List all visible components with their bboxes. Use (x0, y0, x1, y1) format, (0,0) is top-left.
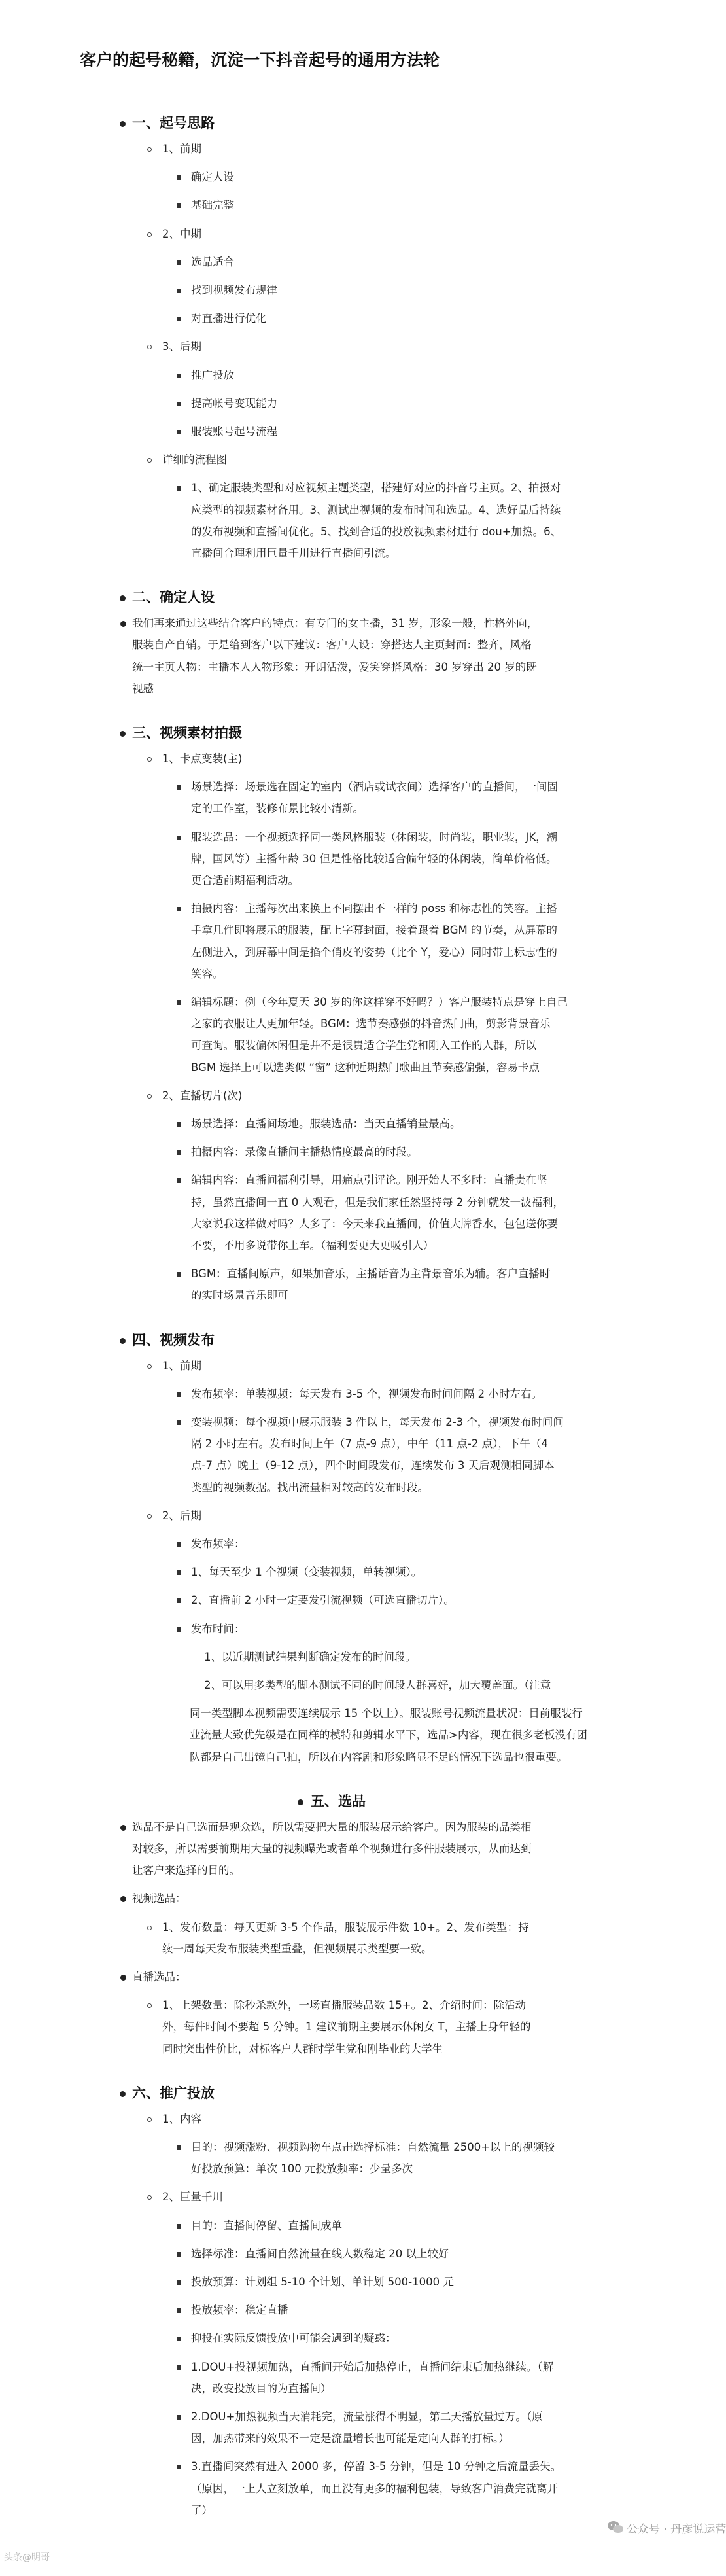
list-bullet-hollow (147, 1094, 152, 1099)
list-item-text: 的发布视频和直播间优化。5、找到合适的投放视频素材进行 dou+加热。6、 (191, 525, 562, 538)
list-bullet (120, 621, 126, 627)
list-item-text: 发布时间： (191, 1622, 245, 1635)
section-bullet (120, 595, 126, 601)
list-bullet-hollow (147, 2117, 152, 2122)
list-bullet (177, 1000, 181, 1005)
list-subheading: 2、中期 (162, 227, 201, 240)
list-bullet (177, 289, 181, 293)
list-item-text: 类型的视频数据。找出流量相对较高的发布时段。 (191, 1481, 428, 1494)
list-item-text: 应类型的视频素材备用。3、测试出视频的发布时间和选品。4、选好品后持续 (191, 503, 561, 516)
list-item-text: 对直播进行优化 (191, 312, 267, 325)
list-item-text: 因，加热带来的效果不一定是流量增长也可能是定向人群的打标。） (191, 2432, 510, 2445)
list-bullet (177, 2337, 181, 2341)
list-bullet (177, 317, 181, 321)
list-subheading: 1、前期 (162, 1359, 201, 1372)
list-bullet (177, 402, 181, 406)
list-item-text: 的实时场景音乐即可 (191, 1289, 288, 1302)
list-item-text: 1、以近期测试结果判断确定发布的时间段。 (204, 1650, 416, 1663)
list-bullet (177, 2365, 181, 2370)
list-bullet (177, 2145, 181, 2150)
list-bullet (177, 1150, 181, 1155)
list-subheading: 2、直播切片(次) (162, 1089, 243, 1102)
list-subheading: 详细的流程图 (162, 453, 227, 467)
list-subheading: 1、卡点变装(主) (162, 752, 243, 765)
list-item-text: 直播选品： (132, 1971, 186, 1983)
list-item-text: 业流量大致优先级是在同样的模特和剪辑水平下，选品>内容，现在很多老板没有团 (190, 1729, 587, 1742)
list-bullet (177, 785, 181, 790)
list-bullet-hollow (147, 1926, 152, 1930)
list-bullet (177, 2252, 181, 2257)
list-bullet (177, 1122, 181, 1127)
list-bullet-hollow (147, 232, 152, 237)
list-bullet (177, 1542, 181, 1547)
list-item-text: 点-7 点）晚上（9-12 点），四个时间段发布，连续发布 3 天后观测相同脚本 (191, 1459, 555, 1472)
list-item-text: 投放频率：稳定直播 (191, 2304, 288, 2317)
list-item-text: 投放预算：计划组 5-10 个计划、单计划 500-1000 元 (191, 2276, 454, 2288)
list-item-text: 编辑内容：直播间福利引导，用痛点引评论。刚开始人不多时：直播贵在坚 (191, 1174, 547, 1187)
list-subheading: 2、后期 (162, 1509, 201, 1522)
list-item-text: 2.DOU+加热视频当天消耗完，流量涨得不明显，第二天播放量过万。（原 (191, 2410, 543, 2423)
list-item-text: 之家的衣服让人更加年轻。BGM：选节奏感强的抖音热门曲，剪影背景音乐 (191, 1017, 551, 1031)
section-bullet (120, 1338, 126, 1344)
section-heading: 三、视频素材拍摄 (132, 725, 242, 741)
list-item-text: 1、每天至少 1 个视频（变装视频，单转视频）。 (191, 1566, 423, 1579)
list-item-text: 服装选品：一个视频选择同一类风格服装（休闲装，时尚装，职业装，JK，潮 (191, 830, 558, 843)
section-heading: 五、选品 (311, 1793, 366, 1809)
list-bullet-hollow (147, 147, 152, 152)
list-item-text: 拍摄内容：主播每次出来换上不同摆出不一样的 poss 和标志性的笑容。主播 (191, 902, 557, 915)
list-item-text: 持，虽然直播间一直 0 人观看，但是我们家任然坚持每 2 分钟就发一波福利， (191, 1195, 564, 1209)
list-item-text: 推广投放 (191, 368, 234, 381)
list-item-text: 左侧进入，到屏幕中间是掐个俏皮的姿势（比个 Y，爱心）同时带上标志性的 (191, 945, 557, 959)
list-bullet (177, 2415, 181, 2420)
list-item-text: 统一主页人物：主播本人人物形象：开朗活泼，爱笑穿搭风格：30 岁穿出 20 岁的既 (132, 660, 537, 673)
list-item-text: 外，每件时间不要超 5 分钟。1 建议前期主要展示休闲女 T，主播上身年轻的 (162, 2020, 531, 2034)
list-bullet (177, 1178, 181, 1183)
list-item-text: 我们再来通过这些结合客户的特点：有专门的女主播，31 岁，形象一般，性格外向， (132, 617, 538, 630)
list-bullet (177, 486, 181, 491)
list-bullet (120, 1975, 126, 1981)
list-item-text: 1、上架数量：除秒杀款外，一场直播服装品数 15+。2、介绍时间：除活动 (162, 1999, 527, 2012)
section-bullet (298, 1799, 303, 1805)
list-subheading: 3、后期 (162, 340, 201, 353)
list-item-text: 目的：直播间停留、直播间成单 (191, 2219, 342, 2232)
list-bullet (177, 2308, 181, 2313)
wechat-icon (607, 2520, 624, 2534)
list-item-text: 大家说我这样做对吗？人多了：今天来我直播间，价值大牌香水，包包送你要 (191, 1217, 558, 1230)
list-subheading: 1、前期 (162, 143, 201, 155)
list-bullet (177, 1570, 181, 1575)
list-bullet-hollow (147, 345, 152, 349)
list-bullet (177, 2465, 181, 2469)
list-item-text: 同一类型脚本视频需要连续展示 15 个以上）。服装账号视频流量状况：目前服装行 (190, 1707, 583, 1720)
list-item-text: 可查询。服装偏休闲但是并不是很贵适合学生党和刚入工作的人群，所以 (191, 1039, 536, 1052)
list-item-text: 对较多，所以需要前期用大量的视频曝光或者单个视频进行多件服装展示，从而达到 (132, 1843, 532, 1855)
list-bullet (177, 1420, 181, 1425)
list-item-text: BGM 选择上可以选类似 “窗” 这种近期热门歌曲且节奏感偏强，容易卡点 (191, 1061, 540, 1074)
section-heading: 六、推广投放 (132, 2085, 215, 2101)
list-item-text: 变装视频：每个视频中展示服装 3 件以上，每天发布 2-3 个，视频发布时间间 (191, 1416, 564, 1428)
list-item-text: 牌，国风等）主播年龄 30 但是性格比较适合偏年轻的休闲装，简单价格低。 (191, 852, 557, 865)
list-item-text: 视感 (132, 682, 154, 695)
list-subheading: 1、内容 (162, 2112, 201, 2125)
list-item-text: 视频选品： (132, 1892, 186, 1905)
list-item-text: 手拿几件即将展示的服装，配上字幕封面，接着跟着 BGM 的节奏，从屏幕的 (191, 924, 558, 937)
list-item-text: 1、确定服装类型和对应视频主题类型，搭建好对应的抖音号主页。2、拍摄对 (191, 482, 561, 495)
list-item-text: 选品不是自己选而是观众选，所以需要把大量的服装展示给客户。因为服装的品类相 (132, 1820, 532, 1833)
list-bullet (177, 260, 181, 265)
list-bullet (177, 907, 181, 911)
list-item-text: 找到视频发布规律 (191, 284, 277, 296)
list-item-text: 直播间合理利用巨量千川进行直播间引流。 (191, 547, 396, 559)
list-bullet-hollow (147, 2195, 152, 2200)
list-bullet (120, 1825, 126, 1831)
corner-watermark: 头条@明哥 (4, 2552, 50, 2563)
list-bullet (120, 1896, 126, 1902)
list-bullet (177, 2280, 181, 2285)
section-bullet (120, 731, 126, 737)
list-item-text: 发布频率： (191, 1538, 245, 1550)
list-item-text: 续一周每天发布服装类型重叠，但视频展示类型要一致。 (162, 1942, 432, 1955)
list-subheading: 2、巨量千川 (162, 2191, 223, 2204)
list-item-text: 选品适合 (191, 255, 234, 268)
list-item-text: 发布频率：单装视频：每天发布 3-5 个，视频发布时间间隔 2 小时左右。 (191, 1387, 542, 1400)
list-item-text: 定的工作室，装修布景比较小清新。 (191, 802, 364, 815)
list-bullet (177, 374, 181, 378)
list-item-text: 2、可以用多类型的脚本测试不同的时间段人群喜好，加大覆盖面。（注意 (204, 1679, 551, 1691)
list-item-text: 目的：视频涨粉、视频购物车点击选择标准：自然流量 2500+以上的视频较 (191, 2141, 555, 2153)
list-bullet (177, 1392, 181, 1397)
list-item-text: 基础完整 (191, 199, 234, 212)
section-bullet (120, 2091, 126, 2097)
list-item-text: 场景选择：场景选在固定的室内（酒店或试衣间）选择客户的直播间，一间固 (191, 781, 558, 794)
list-bullet (177, 175, 181, 180)
list-item-text: 让客户来选择的目的。 (132, 1864, 240, 1877)
section-heading: 二、确定人设 (132, 590, 215, 606)
list-item-text: 2、直播前 2 小时一定要发引流视频（可选直播切片）。 (191, 1594, 455, 1607)
list-item-text: 好投放预算：单次 100 元投放频率：少量多次 (191, 2162, 413, 2176)
list-bullet (177, 430, 181, 434)
document-title: 客户的起号秘籍，沉淀一下抖音起号的通用方法轮 (80, 50, 440, 69)
account-watermark: 公众号 · 丹彦说运营 (627, 2523, 726, 2536)
list-bullet (177, 1598, 181, 1603)
section-heading: 一、起号思路 (132, 115, 215, 131)
section-heading: 四、视频发布 (132, 1332, 215, 1348)
list-item-text: 了） (191, 2503, 213, 2516)
list-item-text: 编辑标题：例（今年夏天 30 岁的你这样穿不好吗？）客户服装特点是穿上自己 (191, 996, 568, 1008)
list-bullet (177, 1272, 181, 1277)
section-bullet (120, 121, 126, 127)
list-bullet-hollow (147, 1364, 152, 1369)
list-item-text: 同时突出性价比，对标客户人群时学生党和刚毕业的大学生 (162, 2042, 443, 2055)
list-bullet (177, 836, 181, 840)
list-bullet-hollow (147, 1514, 152, 1519)
list-item-text: 队都是自己出镜自己拍，所以在内容剧和形象略显不足的情况下选品也很重要。 (190, 1750, 568, 1763)
list-item-text: 笑容。 (191, 967, 224, 980)
list-bullet (177, 1627, 181, 1632)
list-item-text: 服装自产自销。于是给到客户以下建议：客户人设：穿搭达人主页封面：整齐，风格 (132, 639, 532, 652)
list-bullet (177, 203, 181, 208)
list-item-text: 场景选择：直播间场地。服装选品：当天直播销量最高。 (191, 1118, 461, 1130)
list-item-text: 隔 2 小时左右。发布时间上午（7 点-9 点），中午（11 点-2 点），下午（4 (191, 1438, 548, 1451)
list-item-text: 1、发布数量：每天更新 3-5 个作品，服装展示件数 10+。2、发布类型：持 (162, 1920, 529, 1933)
list-item-text: 3.直播间突然有进入 2000 多，停留 3-5 分钟，但是 10 分钟之后流量丢失。 (191, 2460, 562, 2473)
list-item-text: 决，改变投放目的为直播间） (191, 2382, 332, 2395)
list-bullet-hollow (147, 458, 152, 463)
list-item-text: 提高帐号变现能力 (191, 397, 277, 410)
list-item-text: 更合适前期福利活动。 (191, 874, 299, 887)
list-bullet-hollow (147, 757, 152, 762)
list-item-text: BGM：直播间原声，如果加音乐，主播话音为主背景音乐为辅。客户直播时 (191, 1267, 551, 1280)
list-bullet-hollow (147, 2003, 152, 2008)
list-item-text: 拍摄内容：录像直播间主播热情度最高的时段。 (191, 1146, 418, 1159)
list-item-text: 选择标准：直播间自然流量在线人数稳定 20 以上较好 (191, 2247, 449, 2260)
list-item-text: 确定人设 (191, 171, 234, 184)
list-item-text: （原因，一上人立刻放单，而且没有更多的福利包装，导致客户消费完就离开 (191, 2482, 558, 2495)
list-bullet (177, 2224, 181, 2229)
list-item-text: 1.DOU+投视频加热，直播间开始后加热停止，直播间结束后加热继续。（解 (191, 2360, 554, 2373)
list-item-text: 不要，不用多说带你上车。（福利要更大更吸引人） (191, 1239, 434, 1252)
list-item-text: 服装账号起号流程 (191, 425, 277, 438)
list-item-text: 抑投在实际反馈投放中可能会遇到的疑惑： (191, 2332, 396, 2345)
